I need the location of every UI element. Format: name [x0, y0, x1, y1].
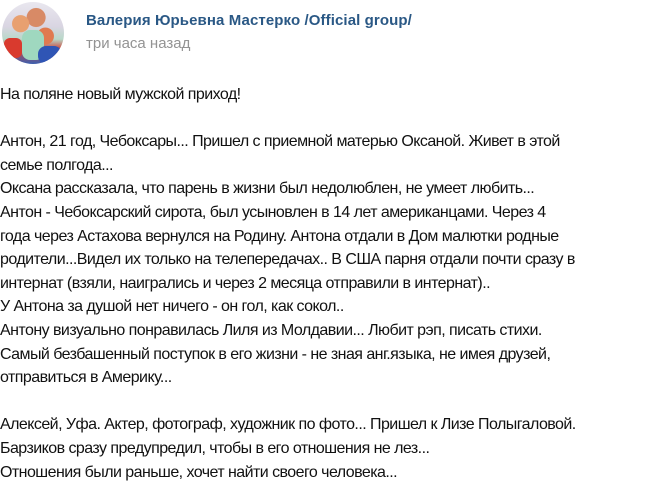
post-line: семье полгода...	[0, 156, 113, 174]
avatar-figure-right	[38, 46, 62, 64]
post-line: года через Астахова вернулся на Родину. Антона отдали в Дом малютки родные	[0, 227, 559, 245]
post-line: Отношения были раньше, хочет найти своего человека...	[0, 463, 398, 481]
avatar-figure-left	[4, 38, 22, 58]
group-avatar[interactable]	[2, 2, 64, 64]
post-line: отправиться в Америку...	[0, 369, 172, 387]
group-name-link[interactable]: Валерия Юрьевна Мастерко /Official group/	[86, 12, 412, 29]
post-line: Антон, 21 год, Чебоксары... Пришел с приемной матерью Оксаной. Живет в этой	[0, 133, 560, 151]
post-line: Антону визуально понравилась Лиля из Молдавии... Любит рэп, писать стихи.	[0, 321, 542, 339]
post-line: интернат (взяли, наигрались и через 2 месяца отправили в интернат)..	[0, 274, 490, 292]
post-line: Оксана рассказала, что парень в жизни был недолюблен, не умеет любить...	[0, 180, 535, 198]
post-line: У Антона за душой нет ничего - он гол, как сокол..	[0, 298, 344, 316]
post-blank-line	[0, 390, 670, 414]
post-text	[0, 83, 670, 484]
post-line: родители...Видел их только на телепередачах.. В США парня отдали почти сразу в	[0, 251, 575, 269]
post-line: Алексей, Уфа. Актер, фотограф, художник по фото... Пришел к Лизе Полыгаловой.	[0, 416, 576, 434]
post-timestamp[interactable]: три часа назад	[86, 35, 191, 52]
post-header	[0, 0, 670, 66]
post-line: На поляне новый мужской приход!	[0, 86, 241, 103]
post-blank-line	[0, 107, 670, 131]
post-line: Самый безбашенный поступок в его жизни - не зная анг.языка, не имея друзей,	[0, 345, 551, 363]
post-line: Антон - Чебоксарский сирота, был усыновлен в 14 лет американцами. Через 4	[0, 203, 546, 221]
post-line: Барзиков сразу предупредил, чтобы в его отношения не лез...	[0, 439, 430, 457]
